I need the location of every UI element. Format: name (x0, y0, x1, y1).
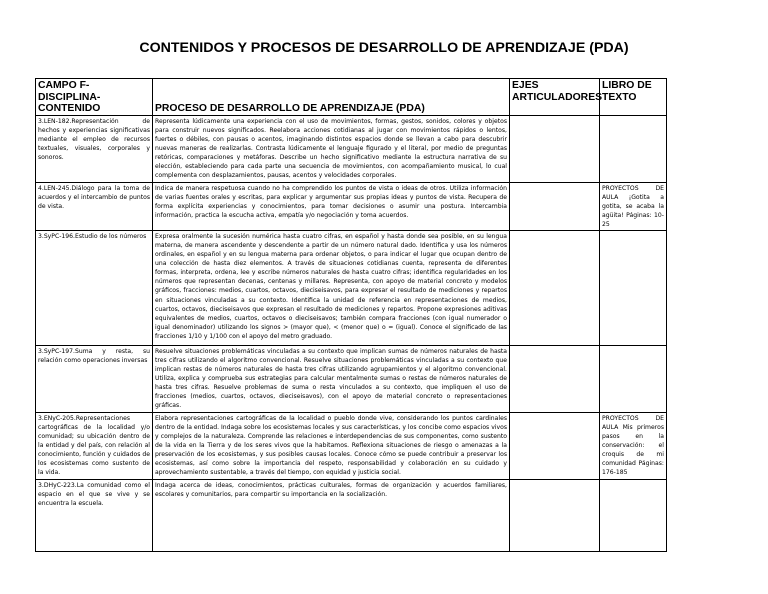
header-row (36, 79, 667, 116)
table-row (36, 412, 667, 479)
pda-table (35, 78, 667, 552)
cell-libro (600, 479, 667, 551)
cell-libro: PROYECTOS DE AULA ¡Gotita a gotita, se acaba la agüita! Páginas: 10-25 (600, 182, 667, 230)
cell-contenido: 3.LEN-182.Representación de hechos y experiencias significativas mediante el empleo de recursos textuales, visuales, corporales y sonoros. (36, 115, 153, 182)
table-row (36, 115, 667, 182)
cell-libro (600, 345, 667, 412)
cell-ejes (510, 115, 600, 182)
header-pda-label: PROCESO DE DESARROLLO DE APRENDIZAJE (PDA) (155, 103, 425, 114)
table-row (36, 345, 667, 412)
cell-pda: Expresa oralmente la sucesión numérica hasta cuatro cifras, en español y hasta donde sea posible, en su lengua materna, de manera ascendente y descendente a partir de un número natural dado. Identifica y usa los números ordinales, en español y en su lengua materna para ordenar objetos, o para indicar el lugar que ocupan dentro de una colección de hasta diez elementos. A través de situaciones cotidianas cuenta, representa de diferentes formas, interpreta, ordena, lee y escribe números naturales de hasta cuatro cifras; identifica regularidades en los números que representan decenas, centenas y millares. Representa, con apoyo de material concreto y modelos gráficos, fracciones: medios, cuartos, octavos, dieciseisavos, para expresar el resultado de mediciones y repartos en situaciones vinculadas a su contexto. Identifica la unidad de referencia en representaciones de medios, cuartos, octavos, dieciseisavos que expresan el resultado de mediciones y repartos. Propone expresiones aditivas equivalentes de medios, cuartos, octavos o dieciseisavos; también compara fracciones (con igual numerador o igual denominador) utilizando los signos > (mayor que), < (menor que) o = (igual). Conoce el significado de las fracciones 1/10 y 1/100 con el apoyo del metro graduado. (153, 230, 510, 345)
header-pda (153, 79, 510, 116)
table-row (36, 230, 667, 345)
cell-ejes (510, 345, 600, 412)
cell-pda: Indaga acerca de ideas, conocimientos, prácticas culturales, formas de organización y acuerdos familiares, escolares y comunitarios, para compartir su importancia en la socialización. (153, 479, 510, 551)
cell-contenido: 3.SyPC-197.Suma y resta, su relación como operaciones inversas (36, 345, 153, 412)
cell-contenido: 3.DHyC-223.La comunidad como el espacio en el que se vive y se encuentra la escuela. (36, 479, 153, 551)
cell-contenido: 3.ENyC-205.Representaciones cartográficas de la localidad y/o comunidad; su ubicación dentro de la entidad y del país, con relación al conocimiento, función y cuidados de los ecosistemas como sustento de la vida. (36, 412, 153, 479)
header-campo (36, 79, 153, 116)
cell-ejes (510, 182, 600, 230)
cell-libro (600, 115, 667, 182)
header-libro-label: LIBRO DE TEXTO (602, 80, 652, 103)
cell-contenido: 3.SyPC-196.Estudio de los números (36, 230, 153, 345)
cell-pda: Representa lúdicamente una experiencia con el uso de movimientos, formas, gestos, sonidos, colores y objetos para construir nuevos significados. Reelabora acciones cotidianas al jugar con movimientos rápidos o lentos, fuertes o débiles, con pausas o acentos, imaginando distintos espacios donde se llevan a cabo para descubrir nuevas maneras de realizarlas. Contrasta lúdicamente el lenguaje figurado y el literal, por medio de preguntas retóricas, comparaciones y metáforas. Describe un hecho significativo mediante la estructura narrativa de su elección, estableciendo para cada parte una secuencia de movimientos, con acompañamiento musical, lo cual complementa con desplazamientos, pausas, acentos y velocidades corporales. (153, 115, 510, 182)
page-title: CONTENIDOS Y PROCESOS DE DESARROLLO DE APRENDIZAJE (PDA) (139, 40, 629, 56)
cell-libro (600, 230, 667, 345)
cell-pda: Indica de manera respetuosa cuando no ha comprendido los puntos de vista o ideas de otros. Utiliza información de varias fuentes orales y escritas, para explicar y argumentar sus propias ideas y puntos de vista. Recupera de forma explícita experiencias y conocimientos, para tomar decisiones o asumir una postura. Intercambia información, practica la escucha activa, empatía y/o negociación y toma acuerdos. (153, 182, 510, 230)
cell-ejes (510, 230, 600, 345)
cell-ejes (510, 479, 600, 551)
header-campo-label: CAMPO F-DISCIPLINA- CONTENIDO (38, 80, 101, 114)
header-libro (600, 79, 667, 116)
table-row (36, 479, 667, 551)
table-body (36, 115, 667, 551)
table-row (36, 182, 667, 230)
cell-pda: Elabora representaciones cartográficas de la localidad o pueblo donde vive, considerando los puntos cardinales dentro de la entidad. Indaga sobre los ecosistemas locales y sus características, y los concibe como espacios vivos y complejos de la naturaleza. Comprende las relaciones e interdependencias de sus componentes, como sustento de la vida en la Tierra y de los seres vivos que la habitamos. Reflexiona situaciones de riesgo o amenazas a la preservación de los ecosistemas, y sus posibles causas locales. Conoce cómo se puede contribuir a preservar los ecosistemas, así como sobre la importancia del respeto, responsabilidad y colaboración en su cuidado y aprovechamiento sustentable, a través del tiempo, con equidad y justicia social. (153, 412, 510, 479)
cell-pda: Resuelve situaciones problemáticas vinculadas a su contexto que implican sumas de números naturales de hasta tres cifras utilizando el algoritmo convencional. Resuelve situaciones problemáticas vinculadas a su contexto que implican restas de números naturales de hasta tres cifras utilizando agrupamientos y el algoritmo convencional. Utiliza, explica y comprueba sus estrategias para calcular mentalmente sumas o restas de números naturales de hasta tres cifras. Resuelve problemas de suma o resta vinculados a su contexto, que impliquen el uso de fracciones (medios, cuartos, octavos, dieciseisavos), con el apoyo de material concreto o representaciones gráficas. (153, 345, 510, 412)
header-ejes (510, 79, 603, 116)
cell-ejes (510, 412, 600, 479)
header-ejes-label: EJES ARTICULADORES (512, 80, 603, 103)
cell-libro: PROYECTOS DE AULA Mis primeros pasos en la conservación: el croquis de mi comunidad Páginas: 176-185 (600, 412, 667, 479)
table-header (36, 79, 667, 116)
cell-contenido: 4.LEN-245.Diálogo para la toma de acuerdos y el intercambio de puntos de vista. (36, 182, 153, 230)
